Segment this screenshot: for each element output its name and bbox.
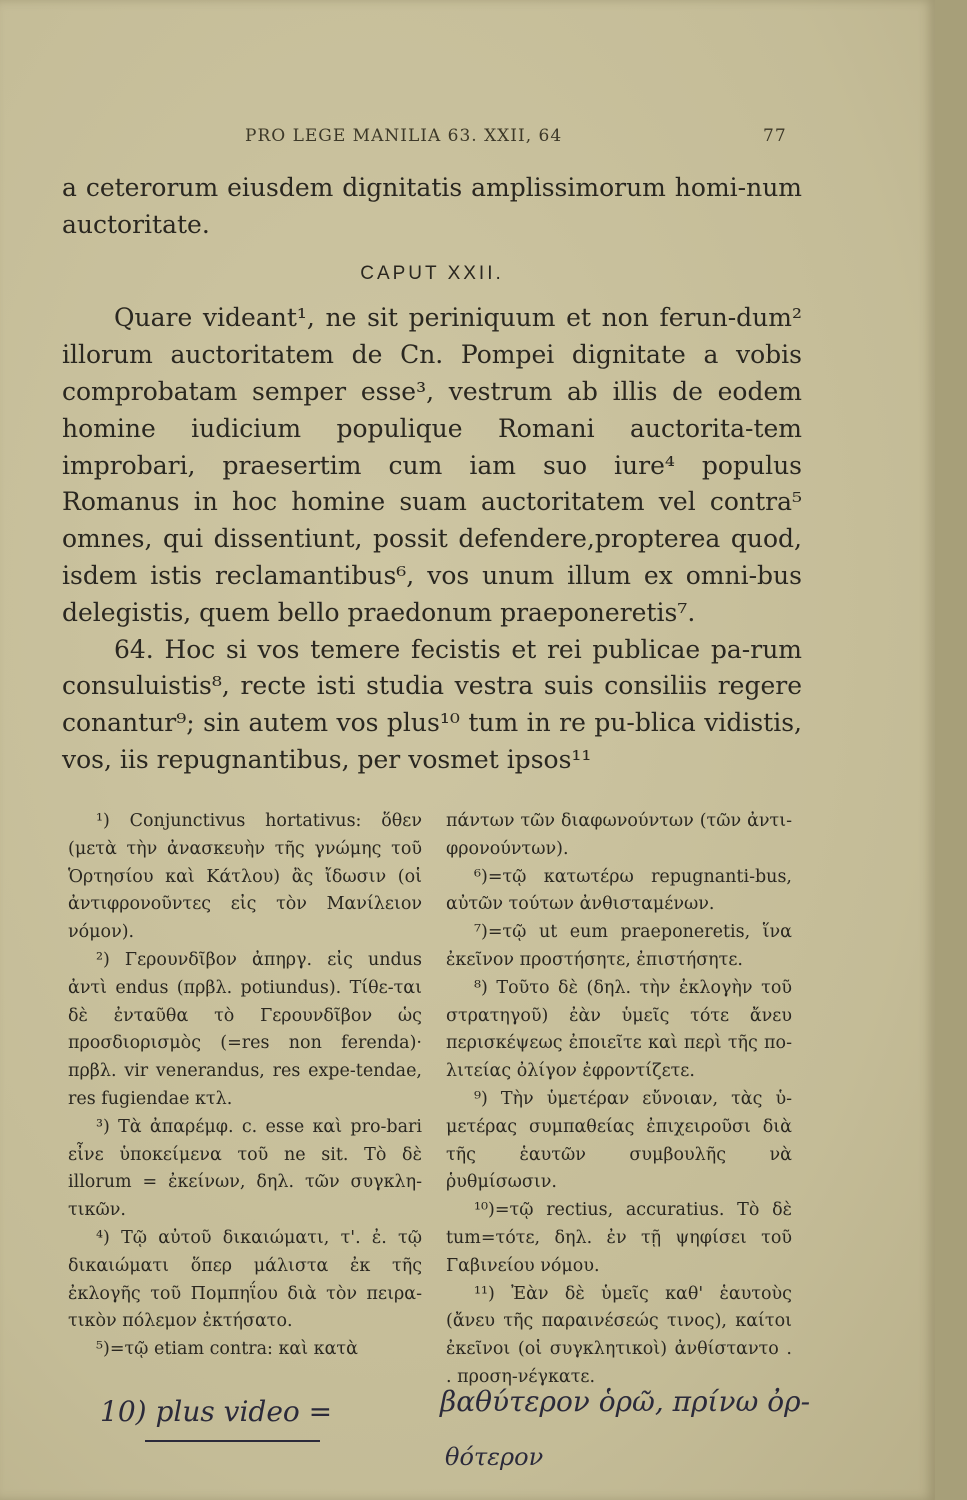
footnote-9: ⁹) Τὴν ὑμετέραν εὔνοιαν, τὰς ὑ-μετέρας συμπαθείας ἐπιχειροῦσι διὰ τῆς ἑαυτῶν συμβουλῆς νὰ ῥυθμίσωσιν. bbox=[446, 1088, 792, 1193]
footnote-4: ⁴) Τῷ αὐτοῦ δικαιώματι, τ'. ἐ. τῷ δικαιώματι ὅπερ μάλιστα ἐκ τῆς ἐκλογῆς τοῦ Πομπηΐου διὰ τὸν πειρα-τικὸν πόλεμον ἐκτήσατο. bbox=[68, 1227, 422, 1332]
footnote-2: ²) Γερουνδῖβον ἀπηργ. εἰς undus ἀντὶ endus (πρβλ. potiundus). Τίθε-ται δὲ ἐνταῦθα τὸ Γερουνδῖβον ὡς προσδιορισμὸς (=res non ferenda)· πρβλ. vir venerandus, res expe-tendae, res fugiendae κτλ. bbox=[68, 949, 422, 1109]
paragraph-64: 64. Hoc si vos temere fecistis et rei publicae pa-rum consuluistis⁸, recte isti studia vestra suis consiliis regere conantur⁹; sin autem vos plus¹⁰ tum in re pu-blica vidistis, vos, iis repugnantibus, per vosmet ipsos¹¹ bbox=[62, 634, 802, 774]
main-text bbox=[62, 170, 802, 779]
footnote-5-continued: πάντων τῶν διαφωνούντων (τῶν ἀντι-φρονούντων). bbox=[446, 811, 792, 859]
footnote-8: ⁸) Τοῦτο δὲ (δηλ. τὴν ἐκλογὴν τοῦ στρατηγοῦ) ἐὰν ὑμεῖς τότε ἄνευ περισκέψεως ἐποιεῖτε καὶ περὶ τῆς πο-λιτείας ὀλίγον ἐφροντίζετε. bbox=[446, 977, 792, 1082]
footnote-3: ³) Τὰ ἀπαρέμφ. c. esse καὶ pro-bari εἶνε ὑποκείμενα τοῦ ne sit. Τὸ δὲ illorum = ἐκείνων, δηλ. τῶν συγκλη-τικῶν. bbox=[68, 1116, 422, 1221]
handwritten-note-right: βαθύτερον ὁρῶ, πρίνω ὀρ- bbox=[440, 1385, 811, 1418]
handwritten-note-left: 10) plus video = bbox=[100, 1395, 333, 1428]
lead-text: a ceterorum eiusdem dignitatis amplissimorum homi-num auctoritate. bbox=[62, 173, 802, 239]
page-number: 77 bbox=[763, 126, 787, 146]
running-header bbox=[0, 118, 935, 148]
page-edge bbox=[935, 0, 967, 1500]
footnotes-left bbox=[68, 808, 422, 1364]
footnote-10: ¹⁰)=τῷ rectius, accuratius. Τὸ δὲ tum=τότε, δηλ. ἐν τῇ ψηφίσει τοῦ Γαβινείου νόμου. bbox=[446, 1200, 792, 1276]
footnotes-right bbox=[446, 808, 792, 1392]
footnote-1: ¹) Conjunctivus hortativus: ὅθεν (μετὰ τὴν ἀνασκευὴν τῆς γνώμης τοῦ Ὁρτησίου καὶ Κάτλου) ἂς ἴδωσιν (οἱ ἀντιφρονοῦντες εἰς τὸν Μανίλειον νόμον). bbox=[68, 811, 422, 943]
footnote-11: ¹¹) Ἐὰν δὲ ὑμεῖς καθ' ἑαυτοὺς (ἄνευ τῆς παραινέσεώς τινος), καίτοι ἐκεῖνοι (οἱ συγκλητικοὶ) ἀνθίσταντο . . προση-νέγκατε. bbox=[446, 1283, 792, 1387]
footnote-6: ⁶)=τῷ κατωτέρω repugnanti-bus, αὐτῶν τούτων ἀνθισταμένων. bbox=[446, 866, 792, 915]
paragraph-63: Quare videant¹, ne sit periniquum et non ferun-dum² illorum auctoritatem de Cn. Pompei dignitate a vobis comprobatam semper esse³, vestrum ab illis de eodem homine iudicium populique Romani auctorita-tem improbari, praesertim cum iam suo iure⁴ populus Romanus in hoc homine suam auctoritatem vel contra⁵ omnes, qui dissentiunt, possit defendere,propterea quod, isdem istis reclamantibus⁶, vos unum illum ex omni-bus delegistis, quem bello praedonum praeponeretis⁷. bbox=[62, 303, 802, 627]
footnote-7: ⁷)=τῷ ut eum praeponeretis, ἵνα ἐκεῖνον προστήσητε, ἐπιστήσητε. bbox=[446, 922, 792, 970]
footnote-5: ⁵)=τῷ etiam contra: καὶ κατὰ bbox=[96, 1339, 358, 1360]
handwritten-underline bbox=[145, 1440, 320, 1442]
chapter-title: CAPUT XXII. bbox=[360, 262, 504, 284]
running-title: PRO LEGE MANILIA 63. XXII, 64 bbox=[245, 126, 563, 146]
handwritten-note-right-continued: θότερον bbox=[445, 1443, 544, 1471]
